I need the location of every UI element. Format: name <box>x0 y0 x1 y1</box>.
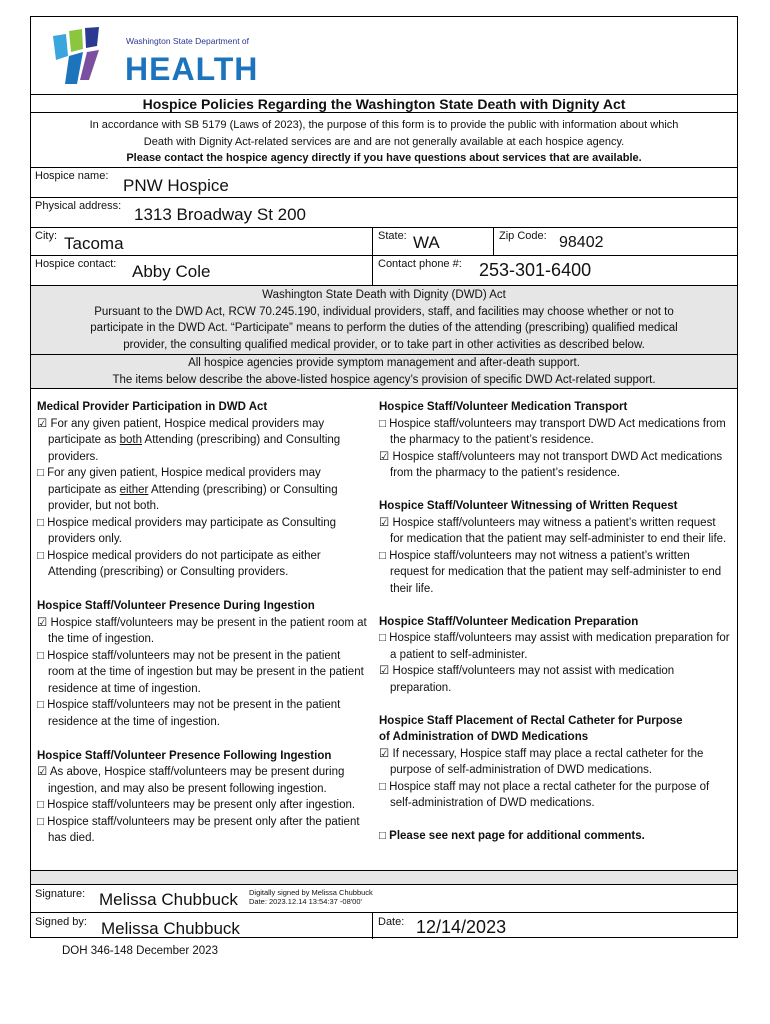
logo-health-text: HEALTH <box>125 51 259 87</box>
checkbox-checked-icon[interactable]: ☑ <box>379 747 390 760</box>
checkbox-unchecked-icon[interactable]: □ <box>379 780 386 793</box>
intro-line-3: Please contact the hospice agency directly if you have questions about services that are available. <box>126 152 642 164</box>
signed-by-row <box>31 912 737 939</box>
section-title: Hospice Staff/Volunteer Medication Transport <box>379 401 628 413</box>
logo-org-line: Washington State Department of <box>126 36 250 46</box>
phone-field[interactable]: 253-301-6400 <box>479 260 592 280</box>
contact-label: Hospice contact: <box>35 258 117 270</box>
contact-row <box>31 255 737 285</box>
options-section <box>31 388 737 870</box>
dwd-line-4: provider, the consulting qualified medical provider, or to take part in other activities as described below. <box>123 338 645 351</box>
option-text: Hospice staff/volunteers may be present in the patient room at the time of ingestion. <box>48 616 367 645</box>
divider <box>372 913 373 939</box>
checkbox-unchecked-icon[interactable]: □ <box>379 632 386 644</box>
signed-by-label: Signed by: <box>35 916 87 928</box>
city-label: City: <box>35 230 57 242</box>
section-title: Hospice Staff/Volunteer Presence During Ingestion <box>37 600 315 612</box>
form-number: DOH 346-148 December 2023 <box>62 945 218 957</box>
option-text: For any given patient, Hospice medical providers may participate as <box>47 467 321 496</box>
option-text: Hospice staff/volunteers may be present only after ingestion. <box>47 799 356 811</box>
option-emphasis: either <box>119 483 149 496</box>
checkbox-unchecked-icon[interactable]: □ <box>37 699 44 711</box>
section-title: Hospice Staff/Volunteer Presence Following Ingestion <box>37 749 332 762</box>
checkbox-unchecked-icon[interactable]: □ <box>379 549 386 562</box>
checkbox-checked-icon[interactable]: ☑ <box>37 766 48 778</box>
zip-field[interactable]: 98402 <box>559 234 604 251</box>
option-text: Hospice staff/volunteers may not witness a patient’s written request for medication that the patient may self-administer to end their life. <box>389 549 722 595</box>
dwd-act-box <box>31 285 737 354</box>
option-item[interactable] <box>37 615 367 648</box>
dwd-line-1: Washington State Death with Dignity (DWD) Act <box>262 289 506 301</box>
option-text: Hospice staff/volunteers may assist with medication preparation for a patient to self-administer. <box>389 632 730 661</box>
checkbox-unchecked-icon[interactable]: □ <box>379 830 386 842</box>
checkbox-unchecked-icon[interactable]: □ <box>37 467 44 479</box>
state-field[interactable]: WA <box>413 233 440 252</box>
checkbox-checked-icon[interactable]: ☑ <box>379 665 390 677</box>
option-item[interactable] <box>37 764 367 797</box>
checkbox-unchecked-icon[interactable]: □ <box>379 417 386 430</box>
option-item[interactable] <box>37 648 367 698</box>
checkbox-unchecked-icon[interactable]: □ <box>37 516 44 529</box>
hospice-name-row <box>31 167 737 197</box>
signature-row <box>31 884 737 912</box>
city-state-zip-row <box>31 227 737 255</box>
option-item[interactable] <box>379 779 731 812</box>
option-item[interactable] <box>379 548 731 598</box>
section-title: Hospice Staff/Volunteer Medication Preparation <box>379 615 639 628</box>
option-item[interactable] <box>379 630 731 663</box>
signature-label: Signature: <box>35 888 86 900</box>
zip-label: Zip Code: <box>499 230 547 242</box>
spacer-bar <box>31 870 737 884</box>
support-box <box>31 354 737 388</box>
section-title: Hospice Staff/Volunteer Witnessing of Written Request <box>379 500 678 512</box>
option-item[interactable] <box>379 449 731 482</box>
doh-logo-icon <box>49 22 299 97</box>
option-item[interactable] <box>379 746 731 779</box>
option-item[interactable] <box>379 416 731 449</box>
option-text: As above, Hospice staff/volunteers may be present during ingestion, and may also be present following ingestion. <box>48 766 345 795</box>
address-row <box>31 197 737 227</box>
next-page-text: Please see next page for additional comments. <box>389 830 645 842</box>
divider <box>372 256 373 285</box>
option-text: For any given patient, Hospice medical providers may participate as <box>48 417 325 446</box>
option-item[interactable] <box>379 515 731 548</box>
signed-by-field[interactable]: Melissa Chubbuck <box>101 919 240 938</box>
section-title: Medical Provider Participation in DWD Act <box>37 401 268 413</box>
hospice-name-field[interactable]: PNW Hospice <box>123 176 229 195</box>
left-column <box>37 399 367 847</box>
option-item[interactable] <box>37 814 367 847</box>
checkbox-unchecked-icon[interactable]: □ <box>37 649 44 662</box>
contact-field[interactable]: Abby Cole <box>132 262 211 281</box>
state-label: State: <box>378 230 407 242</box>
option-text: Hospice staff/volunteers may not be present in the patient residence at the time of ingestion. <box>47 699 341 728</box>
option-text: Hospice staff/volunteers may not be present in the patient room at the time of ingestion but may be present in the patient residence at time of ingestion. <box>47 649 364 695</box>
signature-field[interactable]: Melissa Chubbuck <box>99 890 238 909</box>
checkbox-unchecked-icon[interactable]: □ <box>37 799 44 811</box>
date-label: Date: <box>378 916 405 928</box>
address-label: Physical address: <box>35 200 122 212</box>
option-text: If necessary, Hospice staff may place a rectal catheter for the purpose of self-administration of DWD medications. <box>390 747 704 776</box>
form-title: Hospice Policies Regarding the Washington State Death with Dignity Act <box>31 94 737 112</box>
option-item[interactable] <box>379 663 731 696</box>
checkbox-checked-icon[interactable]: ☑ <box>37 616 48 629</box>
checkbox-unchecked-icon[interactable]: □ <box>37 815 44 828</box>
option-item[interactable] <box>37 515 367 548</box>
option-text: Hospice staff/volunteers may transport DWD Act medications from the pharmacy to the patient’s residence. <box>389 417 726 446</box>
intro-line-2: Death with Dignity Act-related services are and are not generally available at each hospice agency. <box>143 135 625 148</box>
option-text: Attending (prescribing) and Consulting providers. <box>48 434 341 463</box>
option-text: Hospice staff/volunteers may not transport DWD Act medications from the pharmacy to the patient’s residence. <box>390 450 723 479</box>
option-item[interactable] <box>37 797 367 814</box>
checkbox-checked-icon[interactable]: ☑ <box>379 516 390 529</box>
option-text: Attending (prescribing) or Consulting provider, but not both. <box>48 483 338 512</box>
intro-line-1: In accordance with SB 5179 (Laws of 2023), the purpose of this form is to provide the public with information about which <box>89 119 679 131</box>
digital-sign-line-1: Digitally signed by Melissa Chubbuck <box>249 888 373 897</box>
option-text: Hospice staff/volunteers may witness a patient’s written request for medication that the patient may self-administer to end their life. <box>390 516 727 545</box>
dwd-line-3: participate in the DWD Act. “Participate” means to perform the duties of the attending (prescribing) qualified medical <box>90 322 678 334</box>
city-field[interactable]: Tacoma <box>64 234 124 253</box>
checkbox-checked-icon[interactable]: ☑ <box>37 417 48 430</box>
option-text: Hospice medical providers do not participate as either Attending (prescribing) or Consulting providers. <box>47 549 321 578</box>
next-page-item[interactable] <box>379 828 731 845</box>
option-text: Hospice staff may not place a rectal catheter for the purpose of self-administration of DWD medications. <box>389 780 710 809</box>
date-field[interactable]: 12/14/2023 <box>416 917 507 937</box>
checkbox-checked-icon[interactable]: ☑ <box>379 450 390 463</box>
option-emphasis: both <box>119 434 142 446</box>
divider <box>372 228 373 255</box>
phone-label: Contact phone #: <box>378 258 462 270</box>
option-text: Hospice staff/volunteers may be present only after the patient has died. <box>47 815 360 844</box>
option-item[interactable] <box>37 548 367 581</box>
option-text: Hospice staff/volunteers may not assist with medication preparation. <box>390 665 675 694</box>
doh-logo <box>31 17 737 94</box>
address-field[interactable]: 1313 Broadway St 200 <box>134 205 307 224</box>
option-text: Hospice medical providers may participate as Consulting providers only. <box>47 516 337 545</box>
support-line-1: All hospice agencies provide symptom management and after-death support. <box>188 357 580 369</box>
divider <box>493 228 494 255</box>
option-item[interactable] <box>37 697 367 730</box>
digital-sign-line-2: Date: 2023.12.14 13:54:37 -08'00' <box>249 897 362 906</box>
right-column <box>379 399 731 845</box>
dwd-line-2: Pursuant to the DWD Act, RCW 70.245.190, individual providers, staff, and facilities may choose whether or not to <box>94 305 674 318</box>
section-title: of Administration of DWD Medications <box>379 731 589 743</box>
checkbox-unchecked-icon[interactable]: □ <box>37 549 44 562</box>
section-title: Hospice Staff Placement of Rectal Catheter for Purpose <box>379 714 683 727</box>
dwd-form <box>30 16 738 938</box>
hospice-name-label: Hospice name: <box>35 170 109 182</box>
option-item[interactable] <box>37 465 367 515</box>
support-line-2: The items below describe the above-listed hospice agency’s provision of specific DWD Act-related support. <box>112 373 656 386</box>
option-item[interactable] <box>37 416 367 466</box>
